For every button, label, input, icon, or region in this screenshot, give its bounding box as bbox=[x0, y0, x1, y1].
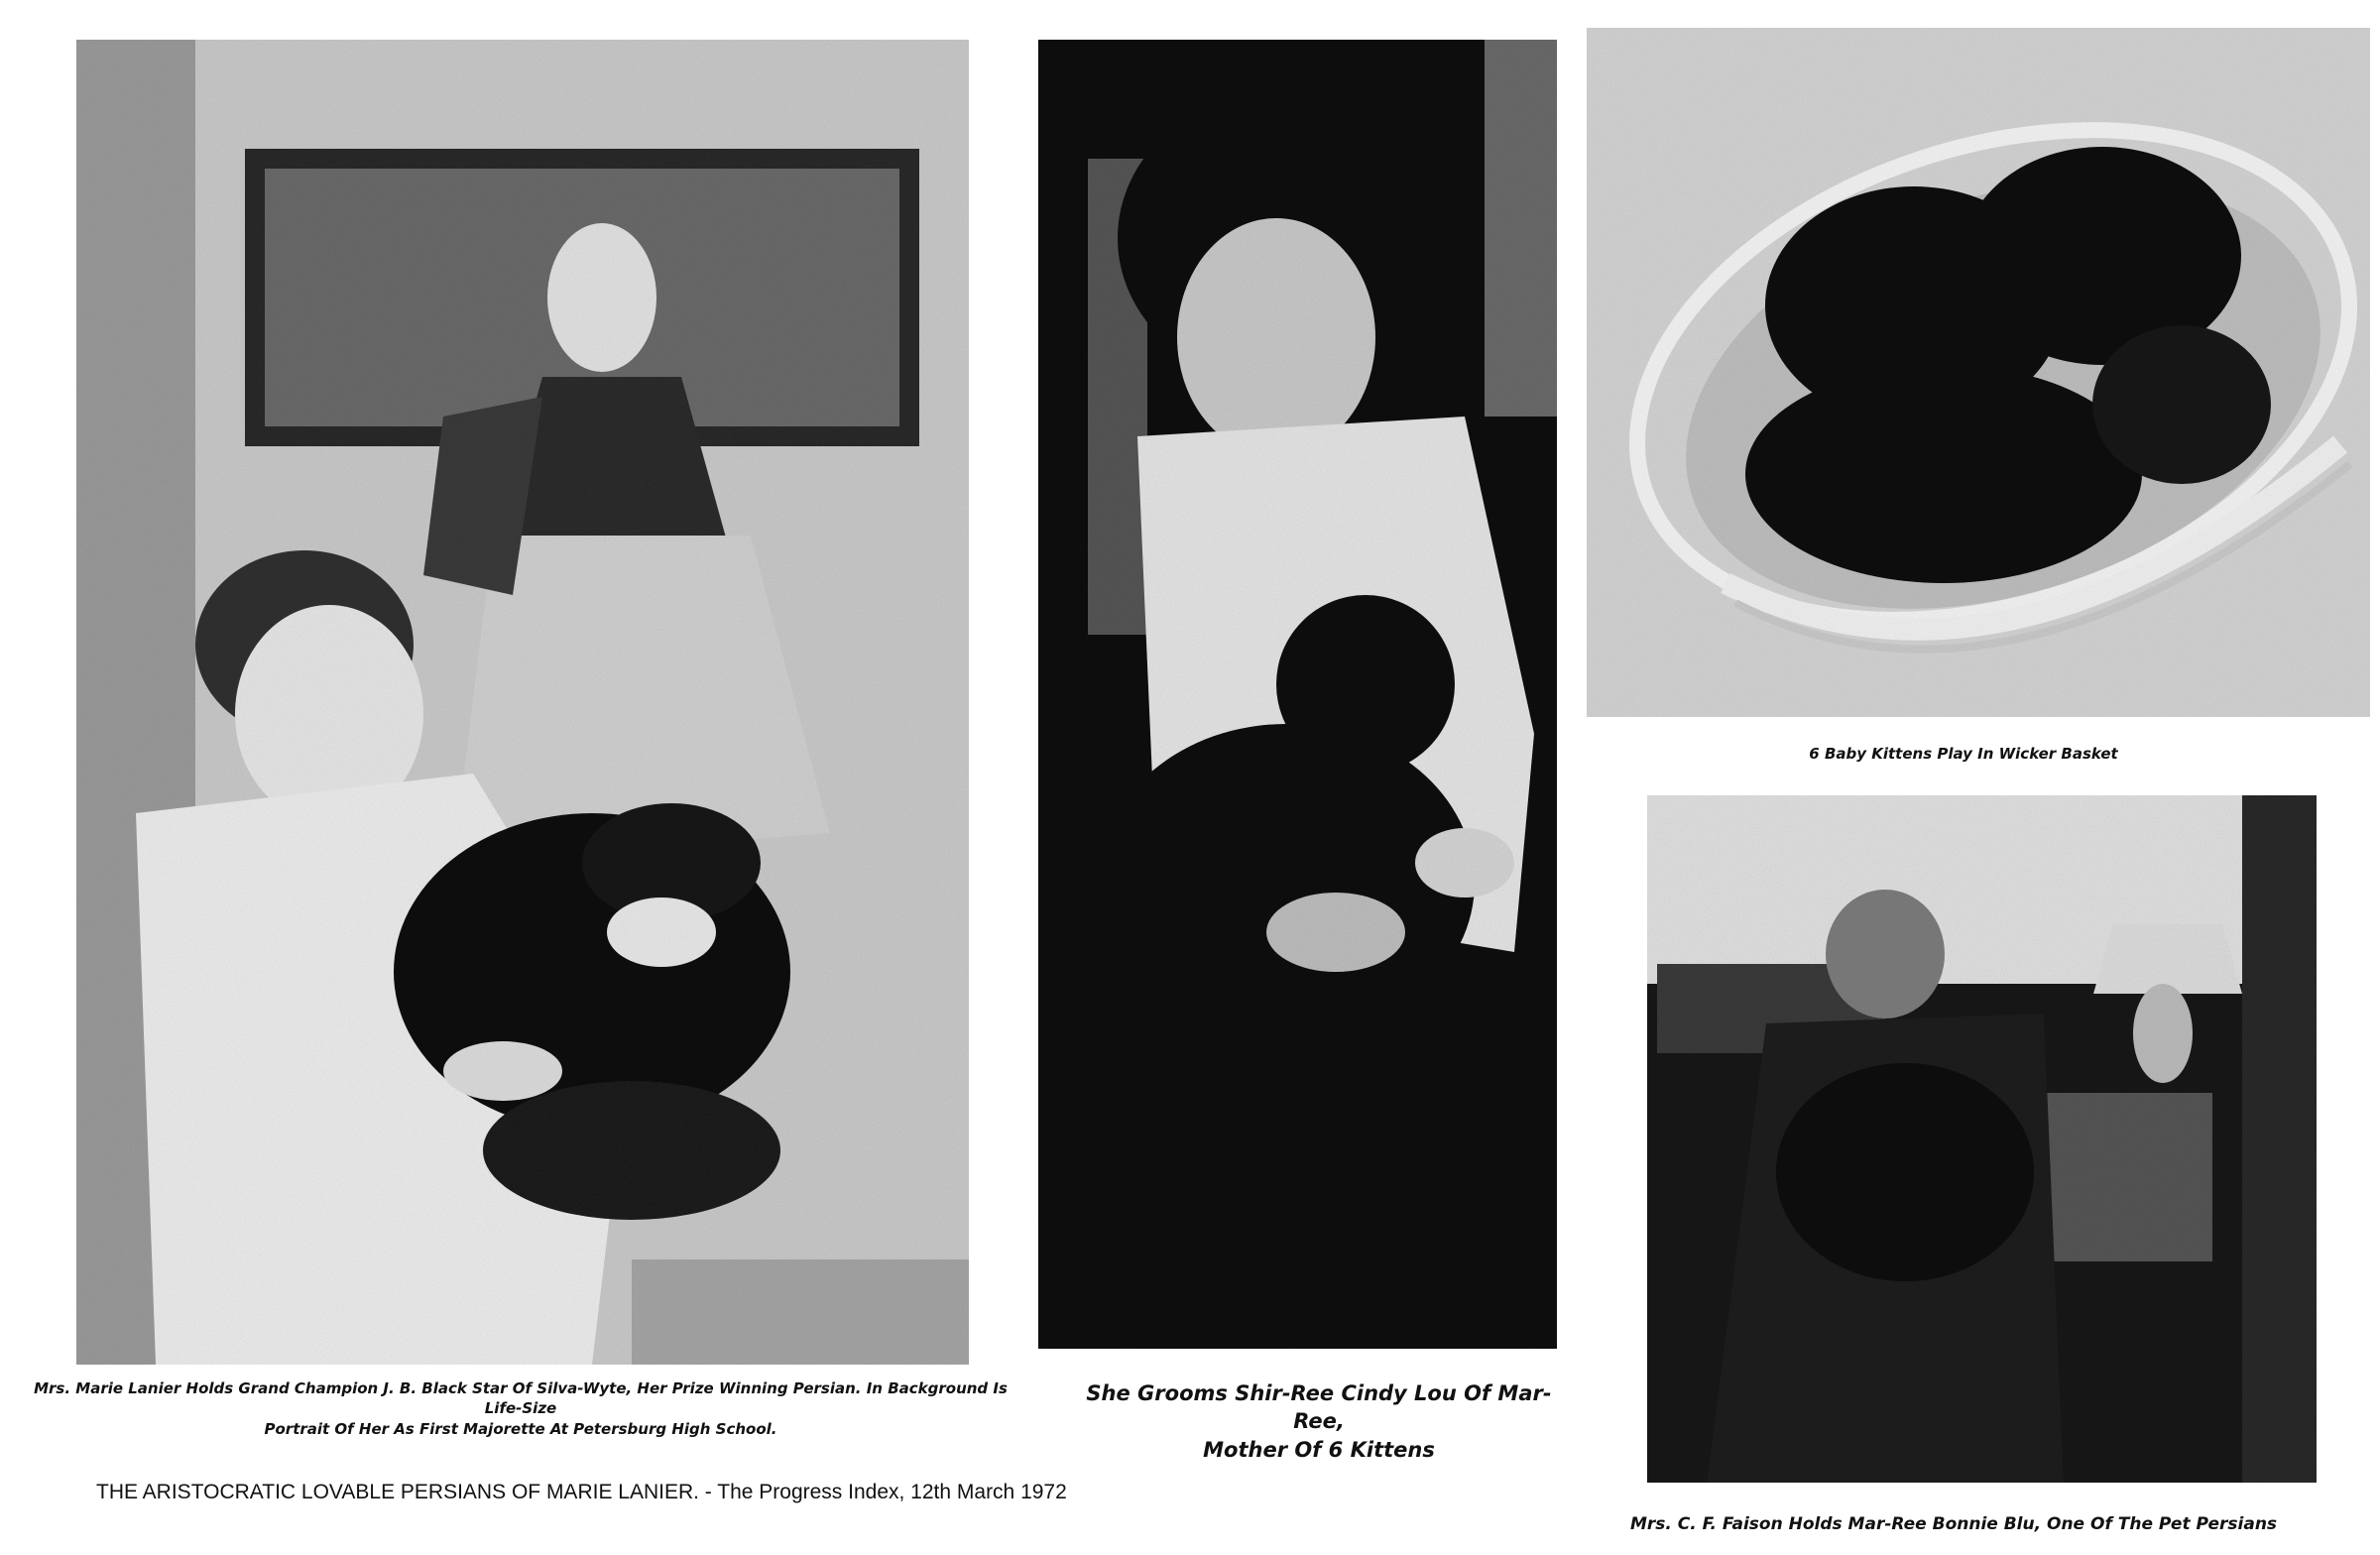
photo-kittens-in-basket bbox=[1587, 28, 2370, 717]
caption-line: Portrait Of Her As First Majorette At Petersburg High School. bbox=[264, 1419, 777, 1438]
photo-lanier-with-champion-cat bbox=[76, 40, 969, 1365]
caption-line: Mrs. Marie Lanier Holds Grand Champion J. B. Black Star Of Silva-Wyte, Her Prize Winning Persian. In Background Is Life-Size bbox=[34, 1379, 1008, 1418]
caption-line: She Grooms Shir-Ree Cindy Lou Of Mar-Ree, bbox=[1086, 1381, 1552, 1434]
caption-lanier-champion bbox=[30, 1378, 1012, 1439]
caption-grooming bbox=[1061, 1379, 1577, 1464]
caption-line: Mrs. C. F. Faison Holds Mar-Ree Bonnie Blu, One Of The Pet Persians bbox=[1629, 1514, 2278, 1534]
caption-line: 6 Baby Kittens Play In Wicker Basket bbox=[1809, 745, 2118, 763]
article-source-line: THE ARISTOCRATIC LOVABLE PERSIANS OF MARIE LANIER. - The Progress Index, 12th March 1972 bbox=[96, 1481, 1067, 1503]
photo-lanier-illustration bbox=[76, 40, 969, 1365]
caption-kittens-basket bbox=[1577, 744, 2350, 764]
photo-grooming-cindy-lou bbox=[1038, 40, 1557, 1349]
photo-grooming-illustration bbox=[1038, 40, 1557, 1349]
photo-faison-with-bonnie-blu bbox=[1647, 795, 2317, 1483]
caption-faison bbox=[1606, 1513, 2301, 1536]
caption-line: Mother Of 6 Kittens bbox=[1203, 1437, 1435, 1462]
photo-basket-illustration bbox=[1587, 28, 2370, 717]
photo-faison-illustration bbox=[1647, 795, 2317, 1483]
